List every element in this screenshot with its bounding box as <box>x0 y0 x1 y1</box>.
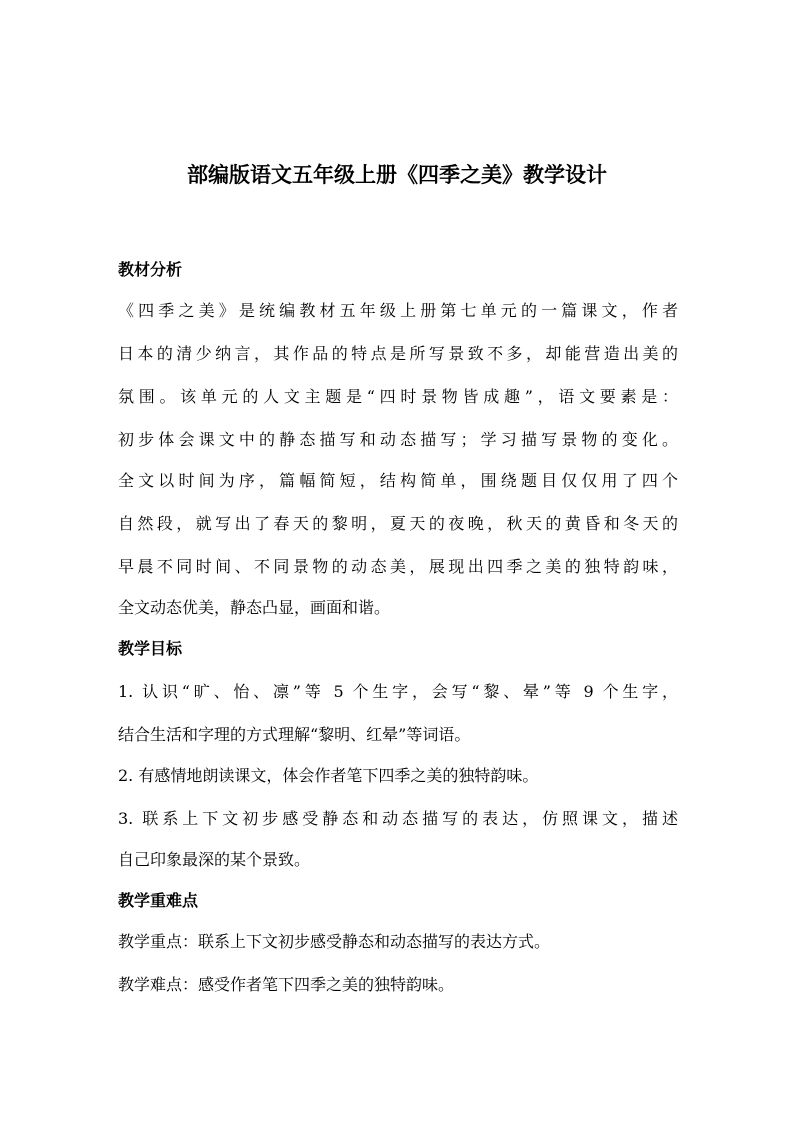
goal-item-3-cont: 自己印象最深的某个景致。 <box>118 850 311 869</box>
paragraph-line: 氛围。该单元的人文主题是“四时景物皆成趣”，语文要素是： <box>118 387 678 406</box>
paragraph-line: 初步体会课文中的静态描写和动态描写；学习描写景物的变化。 <box>118 430 678 449</box>
goal-item-1-cont: 结合生活和字理的方式理解“黎明、红晕”等词语。 <box>118 725 471 744</box>
document-title: 部编版语文五年级上册《四季之美》教学设计 <box>187 163 607 187</box>
paragraph-line: 早晨不同时间、不同景物的动态美，展现出四季之美的独特韵味， <box>118 557 678 576</box>
paragraph-line: 《四季之美》是统编教材五年级上册第七单元的一篇课文，作者 <box>118 301 678 320</box>
paragraph-line: 日本的清少纳言，其作品的特点是所写景致不多，却能营造出美的 <box>118 344 678 363</box>
section-heading-teaching-goals: 教学目标 <box>118 639 183 658</box>
goal-item-2: 2. 有感情地朗读课文，体会作者笔下四季之美的独特韵味。 <box>118 766 539 785</box>
goal-item-1: 1. 认识“旷、怡、凛”等 5 个生字，会写“黎、晕”等 9 个生字， <box>118 682 678 701</box>
section-heading-textbook-analysis: 教材分析 <box>118 260 183 279</box>
goal-item-3: 3. 联系上下文初步感受静态和动态描写的表达，仿照课文，描述 <box>118 809 678 828</box>
paragraph-line: 全文以时间为序，篇幅简短，结构简单，围绕题目仅仅用了四个 <box>118 471 678 490</box>
paragraph-line: 全文动态优美，静态凸显，画面和谐。 <box>118 598 391 617</box>
paragraph-line: 自然段，就写出了春天的黎明，夏天的夜晚，秋天的黄昏和冬天的 <box>118 514 678 533</box>
key-point-line: 教学重点：联系上下文初步感受静态和动态描写的表达方式。 <box>118 932 551 951</box>
difficult-point-line: 教学难点：感受作者笔下四季之美的独特韵味。 <box>118 975 455 994</box>
section-heading-key-difficult-points: 教学重难点 <box>118 891 199 910</box>
